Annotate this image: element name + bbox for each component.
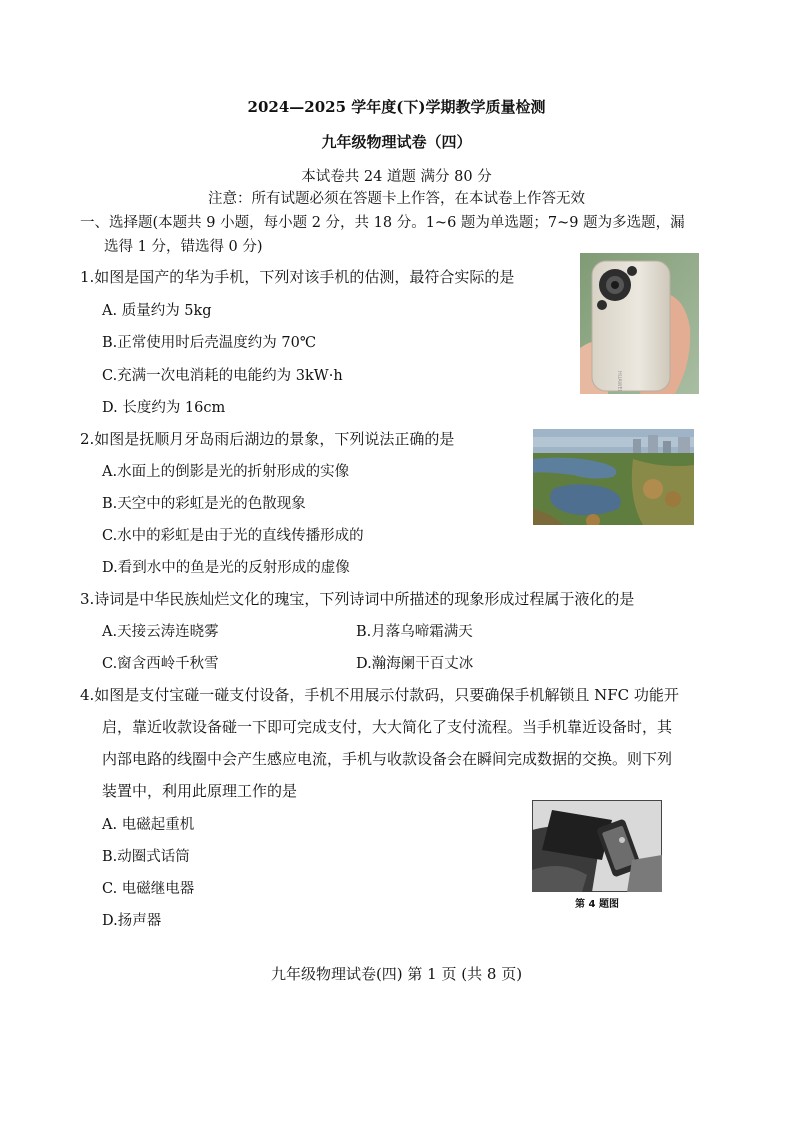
q1-option-c: C.充满一次电消耗的电能约为 3kW·h (102, 368, 343, 384)
q4-option-d: D.扬声器 (102, 913, 162, 929)
question-1-stem: 1.如图是国产的华为手机，下列对该手机的估测，最符合实际的是 (80, 268, 515, 286)
question-4-stem-line3: 内部电路的线圈中会产生感应电流，手机与收款设备会在瞬间完成数据的交换。则下列 (102, 750, 673, 768)
question-4-stem-line2: 启，靠近收款设备碰一下即可完成支付，大大简化了支付流程。当手机靠近设备时，其 (102, 718, 673, 736)
q1-option-d: D. 长度约为 16cm (102, 400, 226, 416)
section-heading-cont: 选得 1 分，错选得 0 分) (104, 239, 263, 255)
q4-option-b: B.动圈式话筒 (102, 849, 190, 865)
q3-option-b: B.月落乌啼霜满天 (356, 624, 473, 640)
phone-photo (580, 253, 699, 394)
question-3-stem: 3.诗词是中华民族灿烂文化的瑰宝，下列诗词中所描述的现象形成过程属于液化的是 (80, 590, 635, 608)
q2-option-c: C.水中的彩虹是由于光的直线传播形成的 (102, 528, 364, 544)
exam-subtitle: 九年级物理试卷（四） (321, 133, 472, 151)
q3-option-d: D.瀚海阑干百丈冰 (356, 656, 474, 672)
q1-option-a: A. 质量约为 5kg (102, 303, 212, 319)
q2-option-b: B.天空中的彩虹是光的色散现象 (102, 496, 306, 512)
section-heading: 一、选择题(本题共 9 小题，每小题 2 分，共 18 分。1~6 题为单选题；7~9 题为多选题，漏 (80, 215, 685, 231)
question-4-stem-line4: 装置中，利用此原理工作的是 (102, 782, 298, 800)
q4-option-c: C. 电磁继电器 (102, 881, 195, 897)
exam-info: 本试卷共 24 道题 满分 80 分 (301, 169, 492, 185)
question-2-stem: 2.如图是抚顺月牙岛雨后湖边的景象，下列说法正确的是 (80, 430, 455, 448)
page-footer: 九年级物理试卷(四) 第 1 页 (共 8 页) (270, 965, 523, 983)
q3-option-c: C.窗含西岭千秋雪 (102, 656, 219, 672)
exam-notice: 注意：所有试题必须在答题卡上作答，在本试卷上作答无效 (208, 191, 585, 207)
svg-text:HUAWEI: HUAWEI (616, 371, 622, 392)
lake-photo (533, 429, 694, 525)
q2-option-d: D.看到水中的鱼是光的反射形成的虚像 (102, 560, 350, 576)
q1-option-b: B.正常使用时后壳温度约为 70℃ (102, 335, 317, 351)
question-4-stem-line1: 4.如图是支付宝碰一碰支付设备，手机不用展示付款码，只要确保手机解锁且 NFC 功能开 (80, 686, 679, 704)
payment-device-photo (532, 800, 662, 892)
q3-option-a: A.天接云涛连晓雾 (102, 624, 219, 640)
figure-4-caption: 第 4 题图 (575, 899, 619, 910)
q2-option-a: A.水面上的倒影是光的折射形成的实像 (102, 464, 350, 480)
exam-title: 2024—2025 学年度(下)学期教学质量检测 (247, 98, 546, 116)
q4-option-a: A. 电磁起重机 (102, 817, 195, 833)
